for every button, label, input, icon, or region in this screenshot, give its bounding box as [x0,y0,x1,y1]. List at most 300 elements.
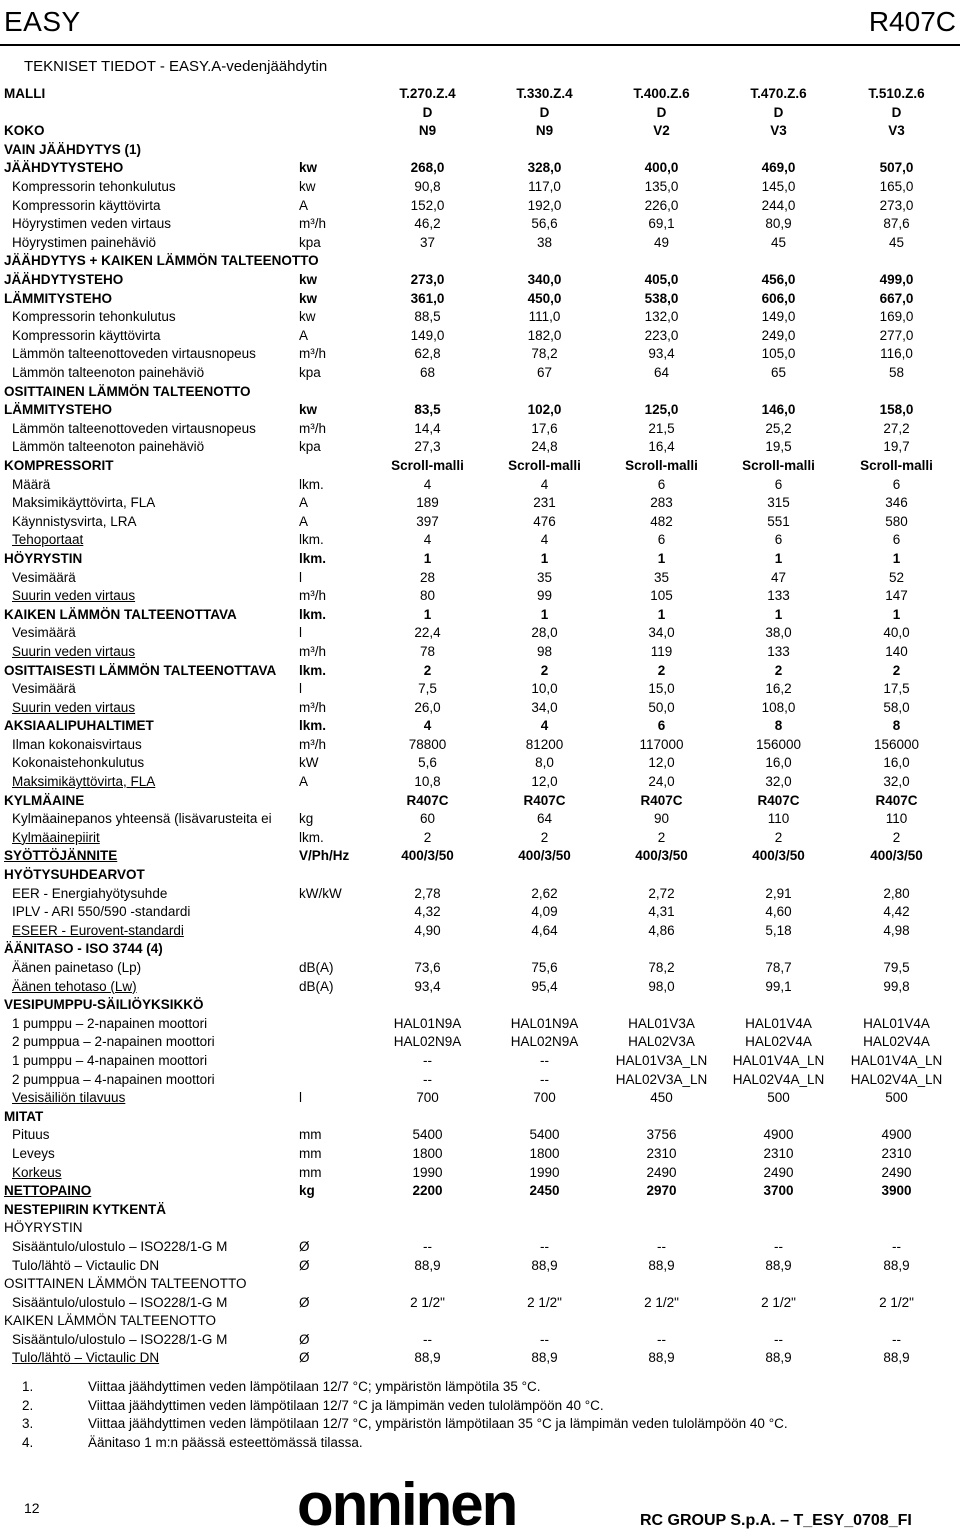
spec-unit [299,1033,369,1052]
spec-row [4,847,956,866]
spec-value: HAL01V3A [628,1015,695,1031]
spec-value: 24,8 [531,439,558,455]
spec-value: 45 [888,234,905,250]
spec-value: 35 [653,569,670,585]
spec-label: OSITTAINEN LÄMMÖN TALTEENOTTO [4,1276,247,1292]
spec-label: JÄÄHDYTYSTEHO [4,160,124,176]
spec-value: 95,4 [531,978,558,994]
spec-value: 16,2 [765,681,792,697]
spec-value: 45 [770,234,787,250]
spec-value: 98,0 [648,978,675,994]
spec-label: HÖYRYSTIN [4,1220,83,1236]
spec-row [4,1070,956,1089]
spec-label: LÄMMITYSTEHO [4,290,112,306]
spec-value [720,1312,837,1331]
spec-unit: kg [299,1183,315,1199]
footnote-number: 3. [22,1416,34,1432]
spec-unit: m³/h [299,216,326,232]
spec-value: 400/3/50 [635,848,688,864]
spec-value: 135,0 [644,179,679,195]
spec-value: 4 [423,532,432,548]
spec-value: 2 [892,829,901,845]
spec-value: 5,18 [765,922,792,938]
document-title: TEKNISET TIEDOT - EASY.A-vedenjäähdytin [24,58,328,75]
spec-value: 146,0 [761,402,796,418]
spec-value: 5400 [412,1127,443,1143]
spec-value: Scroll-malli [625,457,698,473]
spec-value: 400/3/50 [870,848,923,864]
spec-label: HÖYRYSTIN [4,550,83,566]
spec-row [4,512,956,531]
model-name: T.270.Z.4 [399,85,456,101]
spec-value: 38 [536,234,553,250]
spec-value: 117,0 [528,179,561,195]
spec-value: 2970 [646,1183,677,1199]
spec-value: 4,98 [883,922,910,938]
spec-value: 189 [416,495,439,511]
spec-value [603,1312,720,1331]
spec-value: 4 [540,532,549,548]
spec-value: 277,0 [879,327,914,343]
spec-unit: kpa [299,365,321,381]
spec-row [4,568,956,587]
spec-row [4,457,956,476]
spec-row [4,773,956,792]
spec-value: 8 [774,718,783,734]
spec-row [4,475,956,494]
spec-value: -- [892,1238,901,1254]
spec-unit [299,1107,369,1126]
spec-value: 405,0 [644,272,679,288]
spec-value: 1 [657,606,666,622]
spec-row [4,736,956,755]
spec-value [486,1275,603,1294]
spec-value [369,1219,486,1238]
spec-value: 16,0 [883,755,910,771]
spec-label: Suurin veden virtaus [12,699,136,715]
spec-value: HAL01V4A_LN [732,1052,825,1068]
spec-value: HAL02V4A [863,1034,930,1050]
spec-value: 2 1/2" [879,1294,914,1310]
spec-value: 2310 [646,1145,677,1161]
spec-value: HAL01N9A [393,1015,462,1031]
spec-value: 1800 [412,1145,443,1161]
spec-value: 88,9 [531,1257,558,1273]
spec-value [603,996,720,1015]
spec-value: 110 [767,811,790,827]
spec-label: Höyrystimen veden virtaus [12,216,172,232]
spec-value: 507,0 [879,160,914,176]
spec-value: 3700 [763,1183,794,1199]
spec-label: Suurin veden virtaus [12,588,136,604]
spec-value [837,1219,956,1238]
spec-value: 99 [536,588,553,604]
spec-value: 132,0 [644,309,679,325]
spec-value: 26,0 [414,699,441,715]
spec-value: 6 [657,476,666,492]
spec-value: 17,5 [883,681,910,697]
spec-label: Pituus [12,1127,50,1143]
spec-value: 149,0 [410,327,445,343]
spec-value: 3900 [881,1183,912,1199]
spec-row [4,661,956,680]
spec-row [4,438,956,457]
spec-value [486,252,603,271]
spec-row [4,866,956,885]
spec-row [4,977,956,996]
spec-label: ÄÄNITASO - ISO 3744 (4) [4,941,163,957]
spec-value: 231 [533,495,556,511]
spec-value: 700 [533,1090,556,1106]
spec-value: Scroll-malli [508,457,581,473]
spec-value: 500 [885,1090,908,1106]
spec-value: 165,0 [879,179,914,195]
model-label: MALLI [4,85,46,101]
spec-value: 140 [885,643,908,659]
spec-row [4,717,956,736]
spec-value: 2 [657,829,666,845]
spec-unit: lkm. [299,476,324,492]
spec-value: 551 [767,513,790,529]
spec-value: 4 [423,718,432,734]
spec-value: 450,0 [527,290,562,306]
spec-value: 4,60 [765,904,792,920]
spec-label: Maksimikäyttövirta, FLA [12,495,156,511]
spec-unit [299,1312,369,1331]
spec-unit: kg [299,811,314,827]
spec-label: Kompressorin käyttövirta [12,197,161,213]
spec-unit: kW/kW [299,885,342,901]
spec-value: 1990 [529,1164,560,1180]
spec-row [4,791,956,810]
spec-value: 119 [650,643,673,659]
spec-value: 4 [540,718,549,734]
spec-unit: lkm. [299,829,324,845]
spec-unit: A [299,327,309,343]
spec-value: 50,0 [648,699,675,715]
spec-label: Lämmön talteenoton painehäviö [12,365,205,381]
spec-label: Kokonaistehonkulutus [12,755,145,771]
spec-label: KAIKEN LÄMMÖN TALTEENOTTAVA [4,606,237,622]
spec-label: Sisääntulo/ulostulo – ISO228/1-G M [12,1294,228,1310]
spec-value [837,1275,956,1294]
spec-value: N9 [535,123,554,139]
spec-value: 69,1 [648,216,675,232]
spec-value: 580 [885,513,908,529]
spec-value [369,1107,486,1126]
spec-value: 2 [774,662,783,678]
spec-value: R407C [757,792,800,808]
spec-value [720,940,837,959]
spec-unit: lkm. [299,532,324,548]
spec-row [4,550,956,569]
footnote-text: Viittaa jäähdyttimen veden lämpötilaan 12/7 °C, ympäristön lämpötilaan 35 °C ja lämpimän veden tulolämpöön 40 °C. [88,1416,788,1432]
spec-label: Höyrystimen painehäviö [12,234,157,250]
spec-value: 268,0 [410,160,445,176]
spec-value: 2450 [529,1183,560,1199]
spec-row [4,308,956,327]
spec-value: 4 [540,476,549,492]
spec-value: 4,42 [883,904,910,920]
spec-row [4,1349,956,1368]
spec-value: 1 [774,606,783,622]
spec-value: 2,80 [883,885,910,901]
spec-label: Sisääntulo/ulostulo – ISO228/1-G M [12,1331,228,1347]
spec-row [4,1163,956,1182]
spec-value: 4900 [881,1127,912,1143]
spec-value [369,1312,486,1331]
spec-value [486,382,603,401]
spec-value: 19,7 [883,439,910,455]
spec-value: HAL01N9A [510,1015,579,1031]
spec-unit [299,996,369,1015]
spec-value: 1 [657,550,666,566]
spec-value: 2 [540,829,549,845]
spec-value: 4,31 [648,904,675,920]
spec-label: Korkeus [12,1164,62,1180]
spec-unit [299,1070,369,1089]
spec-value [486,1312,603,1331]
spec-value: 34,0 [531,699,558,715]
spec-unit: Ø [299,1238,310,1254]
spec-row [4,1312,956,1331]
spec-unit [299,1052,369,1071]
spec-row [4,1089,956,1108]
spec-value: 56,6 [531,216,558,232]
spec-label: Sisääntulo/ulostulo – ISO228/1-G M [12,1238,228,1254]
spec-value: 400/3/50 [401,848,454,864]
spec-unit: l [299,681,302,697]
spec-value: 52 [888,569,905,585]
spec-value: 283 [650,495,673,511]
spec-unit: A [299,495,309,511]
spec-value: 1 [892,606,901,622]
footnote-text: Äänitaso 1 m:n päässä esteettömässä tilassa. [88,1434,363,1450]
spec-value: 244,0 [761,197,796,213]
spec-value: 75,6 [531,960,558,976]
spec-row [4,1331,956,1350]
model-suffix-label-blank [4,103,299,122]
spec-value: 156000 [755,736,802,752]
spec-value: 102,0 [527,402,562,418]
spec-value [720,141,837,160]
spec-row [4,159,956,178]
spec-value [603,1200,720,1219]
model-suffix: D [773,104,784,120]
spec-row [4,1293,956,1312]
page-number: 12 [24,1500,40,1516]
spec-value: 62,8 [414,346,441,362]
spec-label: LÄMMITYSTEHO [4,402,112,418]
spec-row [4,624,956,643]
spec-value [603,252,720,271]
spec-value: 500 [767,1090,790,1106]
spec-value: 5400 [529,1127,560,1143]
spec-value: 98 [536,643,553,659]
spec-value: 83,5 [414,402,441,418]
footnote-number: 2. [22,1397,34,1413]
spec-unit: A [299,197,309,213]
spec-value: 1 [892,550,901,566]
model-suffix: D [422,104,433,120]
spec-value: 6 [657,532,666,548]
spec-row [4,289,956,308]
spec-value: 2 1/2" [527,1294,562,1310]
spec-value: 25,2 [765,420,792,436]
spec-value: 28 [419,569,436,585]
spec-unit: l [299,625,302,641]
spec-value: 32,0 [883,774,910,790]
spec-label: 2 pumppua – 2-napainen moottori [12,1034,215,1050]
spec-unit: kW [299,755,319,771]
spec-unit: m³/h [299,736,326,752]
spec-row [4,234,956,253]
spec-unit: kw [299,272,318,288]
spec-value: 340,0 [527,272,562,288]
spec-value: 499,0 [879,272,914,288]
spec-value: 78,2 [531,346,558,362]
spec-label: SYÖTTÖJÄNNITE [4,848,118,864]
spec-value: HAL02V3A [628,1034,695,1050]
spec-value: Scroll-malli [391,457,464,473]
spec-unit: kpa [299,234,321,250]
spec-unit: kw [299,402,318,418]
spec-value: 27,2 [883,420,910,436]
spec-row [4,401,956,420]
spec-value: 35 [536,569,553,585]
spec-value: -- [540,1071,549,1087]
spec-label: VAIN JÄÄHDYTYS (1) [4,141,142,157]
spec-row [4,587,956,606]
model-suffix: D [539,104,550,120]
spec-unit: Ø [299,1350,310,1366]
spec-row [4,1275,956,1294]
spec-label: Äänen tehotaso (Lw) [12,978,137,994]
model-name: T.400.Z.6 [633,85,690,101]
spec-value [720,1200,837,1219]
spec-value: 2,78 [414,885,441,901]
spec-value: 108,0 [761,699,796,715]
spec-label: Lämmön talteenottoveden virtausnopeus [12,346,256,362]
spec-value: 158,0 [879,402,914,418]
spec-value: -- [423,1052,432,1068]
spec-unit: Ø [299,1257,310,1273]
spec-value: 80,9 [765,216,792,232]
spec-value: -- [657,1238,666,1254]
spec-row [4,420,956,439]
spec-value: 8 [892,718,901,734]
spec-value: -- [657,1331,666,1347]
spec-row [4,959,956,978]
spec-value: 4 [423,476,432,492]
spec-value [603,141,720,160]
spec-value: 110 [885,811,908,827]
spec-unit [299,866,369,885]
spec-value: 2 [774,829,783,845]
spec-value: 249,0 [761,327,796,343]
spec-row [4,1256,956,1275]
spec-value: 6 [892,532,901,548]
model-name: T.470.Z.6 [750,85,807,101]
spec-value: 400/3/50 [752,848,805,864]
spec-row [4,196,956,215]
spec-value: 34,0 [648,625,675,641]
spec-row [4,1107,956,1126]
spec-value: 15,0 [648,681,675,697]
spec-value: 400/3/50 [518,848,571,864]
spec-value: R407C [523,792,566,808]
spec-label: Kompressorin tehonkulutus [12,179,176,195]
spec-value: 16,0 [765,755,792,771]
spec-value: 12,0 [531,774,558,790]
spec-unit: A [299,513,309,529]
spec-value: 2,91 [765,885,792,901]
spec-value: 156000 [873,736,920,752]
spec-unit: lkm. [299,606,327,622]
spec-unit: kw [299,160,318,176]
spec-value: 64 [536,811,553,827]
spec-value: 4,32 [414,904,441,920]
spec-value [837,1107,956,1126]
spec-row [4,1200,956,1219]
spec-value: 4,90 [414,922,441,938]
spec-value: 192,0 [527,197,562,213]
spec-label: NESTEPIIRIN KYTKENTÄ [4,1201,167,1217]
spec-value: 2490 [881,1164,912,1180]
model-suffix-row [4,103,956,122]
spec-value: 2,62 [531,885,558,901]
spec-value: 4,09 [531,904,558,920]
spec-value: 450 [650,1090,673,1106]
spec-value: 68 [419,365,436,381]
spec-value: 182,0 [527,327,562,343]
spec-row [4,754,956,773]
spec-value: 12,0 [648,755,675,771]
spec-row [4,940,956,959]
spec-row [4,922,956,941]
spec-unit [299,122,369,141]
spec-value: 5,6 [418,755,437,771]
spec-value: HAL02V4A_LN [732,1071,825,1087]
spec-value [369,252,486,271]
spec-value: 3756 [646,1127,677,1143]
spec-value: 2200 [412,1183,443,1199]
spec-label: 1 pumppu – 4-napainen moottori [12,1052,208,1068]
spec-unit: dB(A) [299,978,334,994]
spec-row [4,1219,956,1238]
spec-unit: lkm. [299,550,327,566]
spec-value: 456,0 [761,272,796,288]
spec-value: 32,0 [765,774,792,790]
spec-value: 88,9 [648,1257,675,1273]
spec-value: HAL01V4A [745,1015,812,1031]
spec-unit: Ø [299,1294,310,1310]
header-divider [0,44,960,46]
spec-label: Vesisäiliön tilavuus [12,1090,126,1106]
spec-row [4,327,956,346]
spec-value: 105 [650,588,673,604]
spec-value: 2310 [881,1145,912,1161]
spec-value: 133 [767,588,790,604]
spec-value: HAL02V4A [745,1034,812,1050]
model-name: T.510.Z.6 [868,85,925,101]
spec-value: 538,0 [644,290,679,306]
header-product-name: EASY [4,6,81,37]
spec-row [4,271,956,290]
spec-unit: kw [299,309,316,325]
spec-unit [299,1275,369,1294]
spec-value: 21,5 [648,420,675,436]
